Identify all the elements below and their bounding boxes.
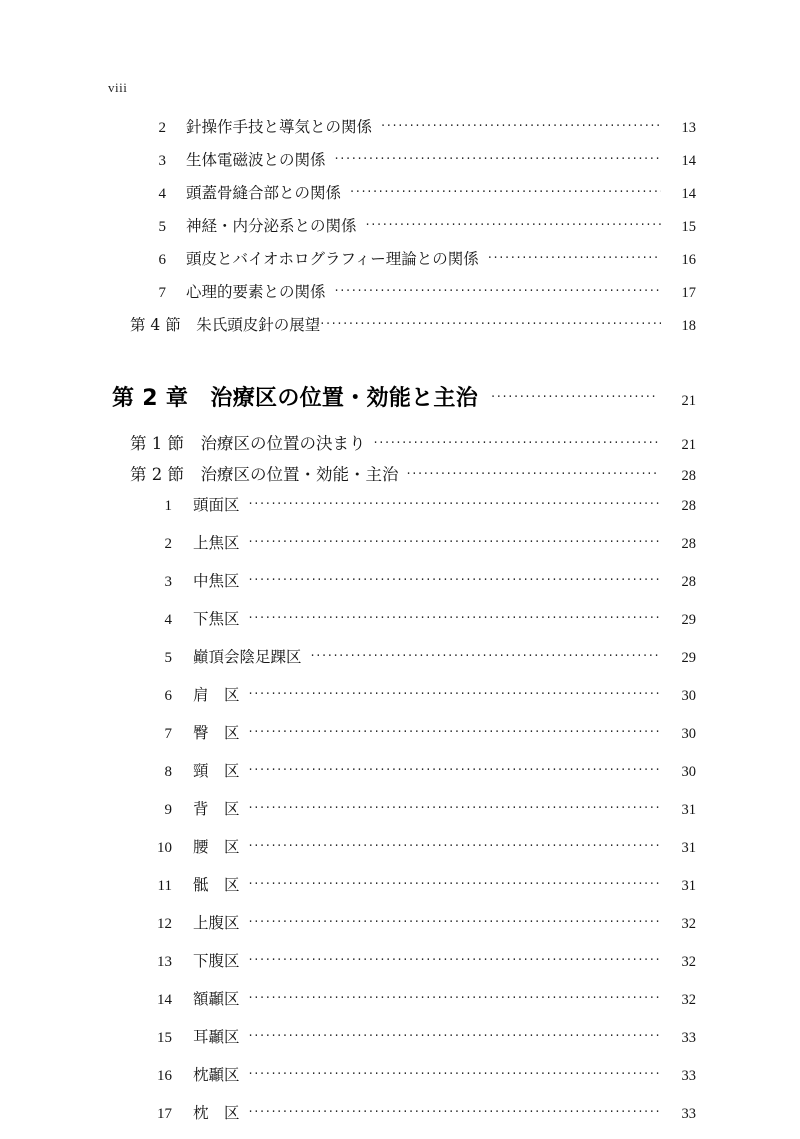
toc-entry[interactable] [0,1063,800,1101]
dot-leader [407,467,661,482]
dot-leader [320,317,661,332]
dot-leader [249,1067,660,1082]
toc-entry-page: 32 [681,992,696,1008]
dot-leader [335,152,661,167]
folio-page-number: viii [108,80,128,95]
toc-entry-title: 臀 区 [193,724,240,742]
toc-entry-title: 腰 区 [193,838,240,856]
chapter2-page-number: 21 [681,393,696,409]
toc-section-page: 18 [681,318,696,334]
toc-entry-number: 15 [157,1030,172,1046]
toc-entry-title: 下腹区 [193,952,240,970]
toc-entry-page: 15 [681,219,696,235]
toc-entry-number: 4 [164,612,172,628]
toc-entry-number: 16 [157,1068,172,1084]
toc-entry-number: 7 [158,285,166,301]
toc-entry[interactable] [0,115,800,148]
dot-leader [488,251,661,266]
dot-leader [311,649,660,664]
toc-entry-number: 5 [164,650,172,666]
chapter2-zone-list [0,493,800,1139]
toc-entry[interactable] [0,1101,800,1139]
toc-entry[interactable] [0,148,800,181]
toc-entry[interactable] [0,1025,800,1063]
toc-entry-number: 2 [164,536,172,552]
dot-leader [249,611,660,626]
toc-entry[interactable] [0,493,800,531]
toc-entry-number: 8 [164,764,172,780]
toc-section-title: 第 2 節 治療区の位置・効能・主治 [130,465,399,484]
chapter2-title: 第 2 章 治療区の位置・効能と主治 [112,386,479,411]
toc-entry[interactable] [0,280,800,313]
toc-entry-title: 上焦区 [193,534,240,552]
toc-entry-title: 額顳区 [193,990,240,1008]
toc-entry-title: 枕 区 [193,1104,240,1122]
toc-section-title: 第 4 節 朱氏頭皮針の展望 [130,316,321,334]
toc-entry[interactable] [0,645,800,683]
toc-entry-title: 耳顳区 [193,1028,240,1046]
toc-section-entry[interactable] [0,313,800,346]
toc-entry[interactable] [0,214,800,247]
toc-entry[interactable] [0,721,800,759]
toc-entry[interactable] [0,797,800,835]
toc-entry[interactable] [0,949,800,987]
toc-entry-page: 32 [681,916,696,932]
toc-entry-page: 31 [681,878,696,894]
toc-entry-title: 下焦区 [193,610,240,628]
toc-entry-number: 2 [158,120,166,136]
dot-leader [249,1105,660,1120]
toc-entry-number: 3 [158,153,166,169]
toc-entry-page: 17 [681,285,696,301]
toc-entry[interactable] [0,181,800,214]
toc-entry-page: 32 [681,954,696,970]
toc-entry-title: 肩 区 [193,686,240,704]
toc-entry-number: 3 [164,574,172,590]
toc-entry[interactable] [0,247,800,280]
toc-entry[interactable] [0,759,800,797]
chapter2-section-list [0,430,800,492]
toc-entry[interactable] [0,911,800,949]
dot-leader [249,991,660,1006]
toc-entry-title: 枕顳区 [193,1066,240,1084]
toc-entry-title: 骶 区 [193,876,240,894]
toc-entry-number: 9 [164,802,172,818]
toc-entry-number: 6 [164,688,172,704]
toc-section-page: 28 [681,468,696,484]
toc-entry-title: 心理的要素との関係 [186,283,326,301]
toc-entry-number: 13 [157,954,172,970]
toc-entry[interactable] [0,835,800,873]
toc-entry-page: 14 [681,153,696,169]
dot-leader [249,497,660,512]
toc-entry[interactable] [0,683,800,721]
toc-entry-title: 巓頂会陰足踝区 [193,648,302,666]
chapter1-tail-list [0,115,800,346]
toc-section-page: 21 [681,437,696,453]
dot-leader [381,119,661,134]
toc-entry-title: 生体電磁波との関係 [186,151,326,169]
toc-entry-title: 背 区 [193,800,240,818]
toc-entry-number: 17 [157,1106,172,1122]
toc-entry-page: 30 [681,764,696,780]
toc-entry-page: 33 [681,1068,696,1084]
toc-entry[interactable] [0,607,800,645]
toc-entry-title: 頭蓋骨縫合部との関係 [186,184,342,202]
toc-entry-number: 11 [157,878,172,894]
toc-entry[interactable] [0,531,800,569]
toc-entry-number: 10 [157,840,172,856]
dot-leader [249,687,660,702]
toc-entry-page: 14 [681,186,696,202]
toc-entry-page: 29 [681,612,696,628]
toc-section-entry[interactable] [0,461,800,492]
dot-leader [366,218,661,233]
toc-entry-page: 29 [681,650,696,666]
dot-leader [249,763,660,778]
dot-leader [249,725,660,740]
toc-entry-number: 4 [158,186,166,202]
toc-entry-page: 28 [681,574,696,590]
toc-entry[interactable] [0,873,800,911]
toc-section-title: 第 1 節 治療区の位置の決まり [130,434,366,453]
toc-entry-page: 16 [681,252,696,268]
toc-entry-title: 針操作手技と導気との関係 [186,118,373,136]
dot-leader [249,915,660,930]
toc-entry-number: 5 [158,219,166,235]
toc-entry[interactable] [0,569,800,607]
dot-leader [374,436,661,451]
toc-entry[interactable] [0,987,800,1025]
toc-entry-page: 31 [681,840,696,856]
toc-entry-page: 33 [681,1030,696,1046]
toc-entry-number: 12 [157,916,172,932]
dot-leader [249,801,660,816]
dot-leader [335,284,661,299]
toc-entry-title: 上腹区 [193,914,240,932]
dot-leader [491,390,658,405]
toc-section-entry[interactable] [0,430,800,461]
toc-entry-page: 30 [681,726,696,742]
toc-entry-title: 中焦区 [193,572,240,590]
toc-entry-number: 7 [164,726,172,742]
toc-entry-title: 頭面区 [193,496,240,514]
toc-entry-title: 頸 区 [193,762,240,780]
toc-entry-title: 頭皮とバイオホログラフィー理論との関係 [186,250,479,268]
dot-leader [249,1029,660,1044]
chapter2-heading-row[interactable] [0,381,800,412]
toc-entry-page: 13 [681,120,696,136]
toc-entry-page: 28 [681,498,696,514]
dot-leader [249,535,660,550]
dot-leader [249,877,660,892]
toc-entry-page: 30 [681,688,696,704]
dot-leader [249,839,660,854]
toc-entry-page: 28 [681,536,696,552]
toc-entry-title: 神経・内分泌系との関係 [186,217,357,235]
dot-leader [350,185,661,200]
dot-leader [249,953,660,968]
toc-entry-page: 31 [681,802,696,818]
toc-entry-page: 33 [681,1106,696,1122]
toc-entry-number: 6 [158,252,166,268]
dot-leader [249,573,660,588]
toc-entry-number: 1 [164,498,172,514]
toc-entry-number: 14 [157,992,172,1008]
